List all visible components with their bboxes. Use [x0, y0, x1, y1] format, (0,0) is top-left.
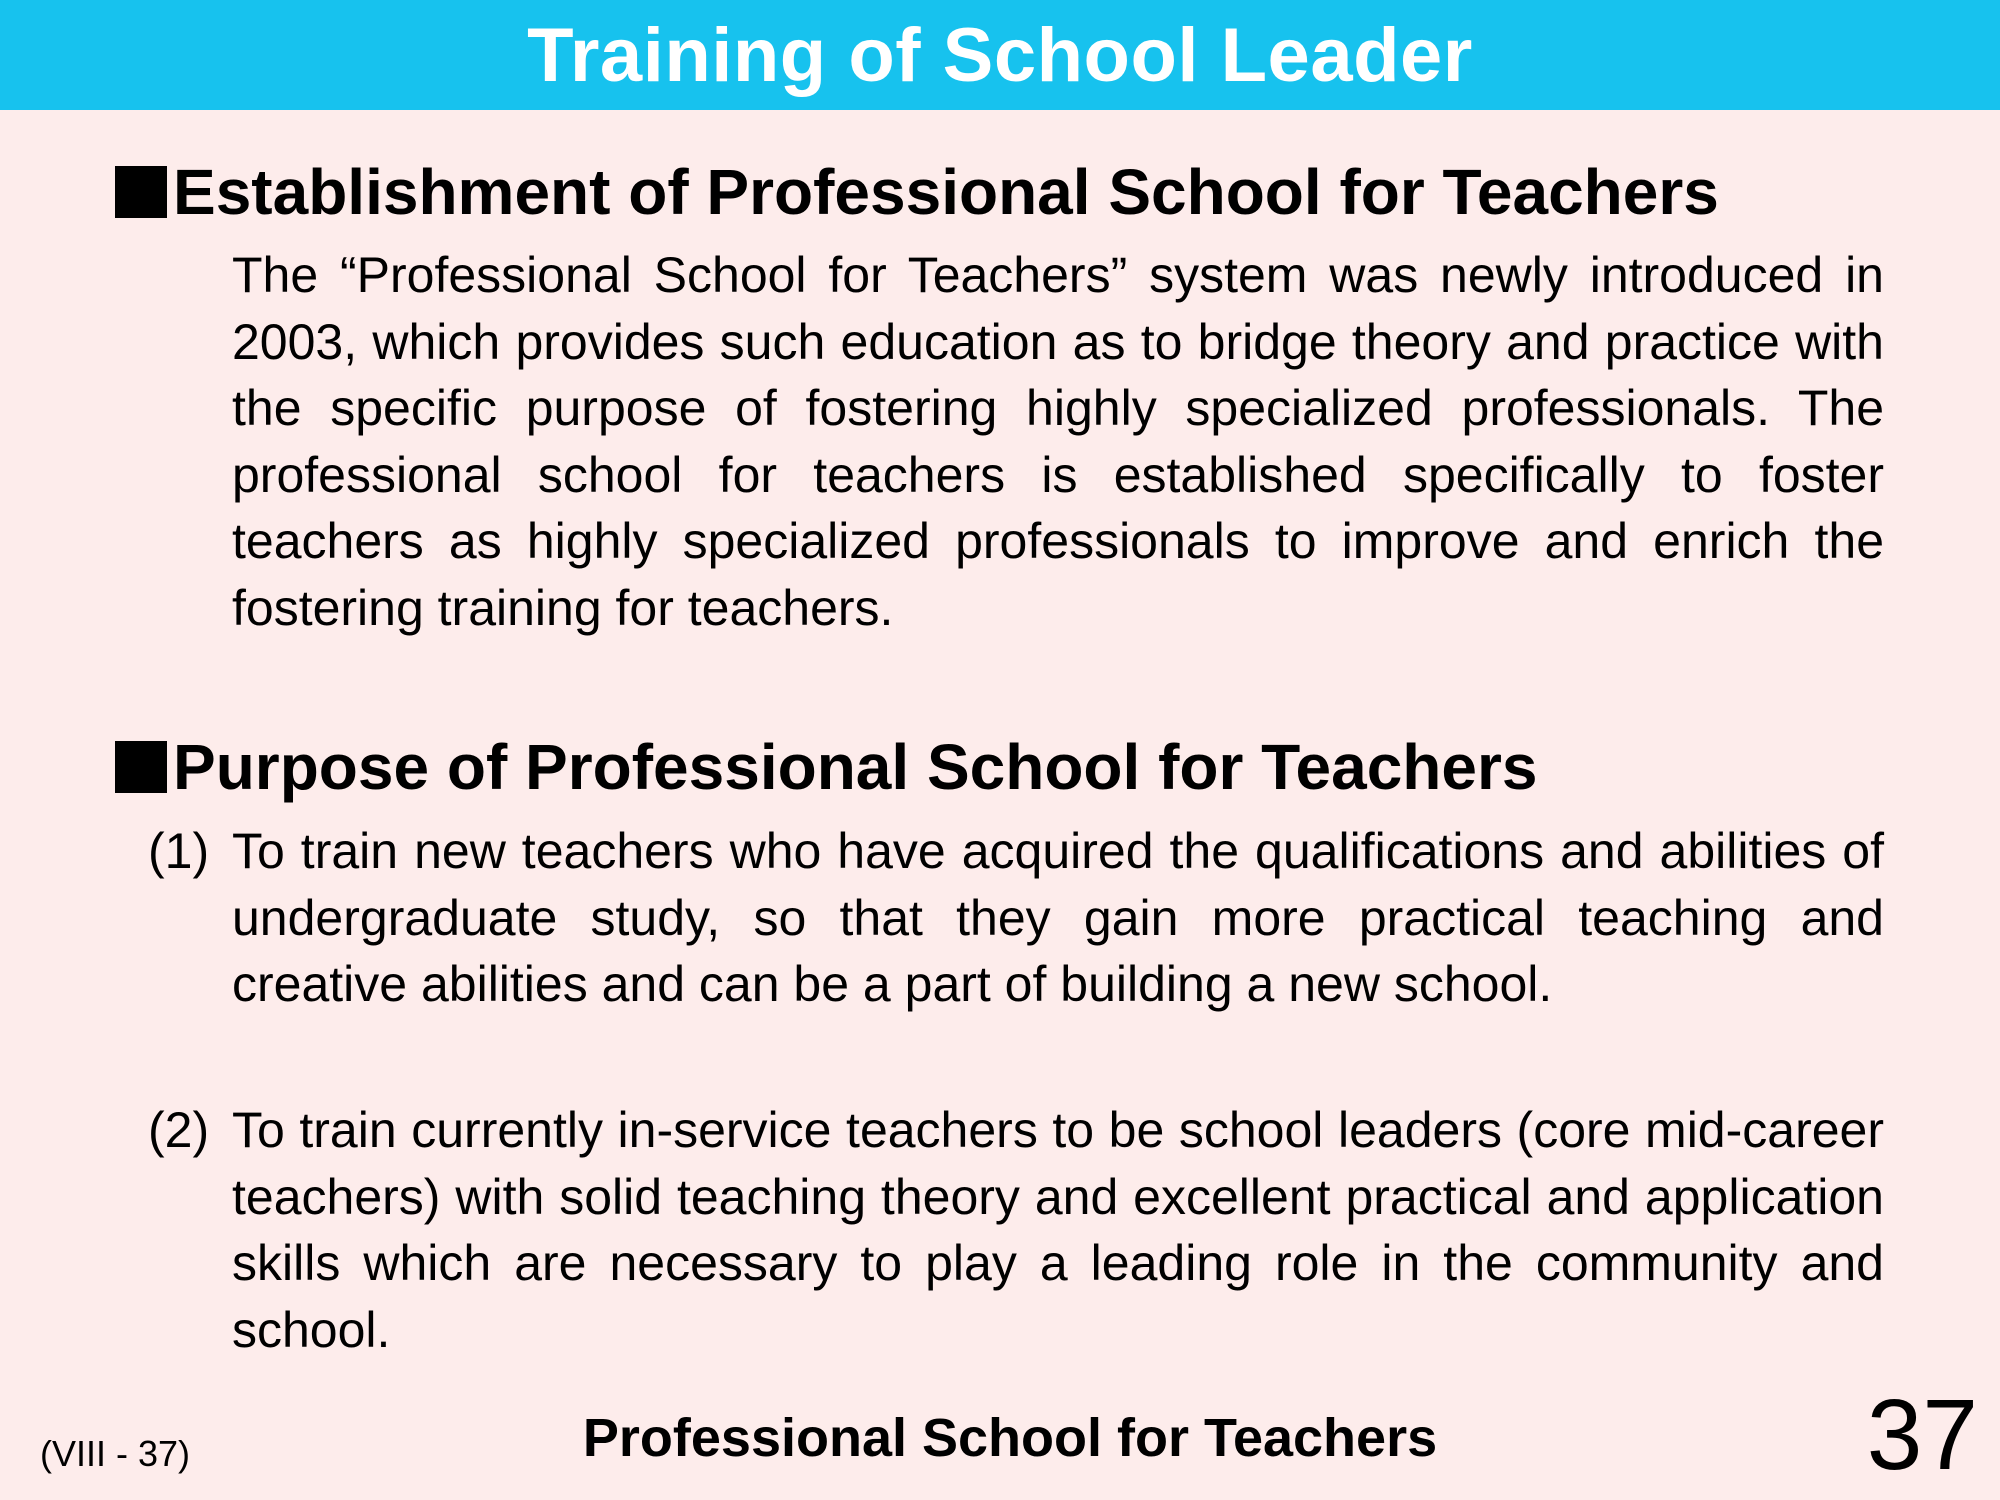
- item-number: (1): [148, 823, 210, 879]
- purpose-item-1: [148, 818, 1884, 1018]
- footer-title: Professional School for Teachers: [582, 1408, 1438, 1468]
- item-text: To train currently in-service teachers to be school leaders (core mid-career teachers) with solid teaching theory and excellent practical and application skills which are necessary to play a leading role in the community and school.: [232, 1102, 1884, 1358]
- page-number: 37: [1866, 1379, 1978, 1491]
- establishment-paragraph: The “Professional School for Teachers” system was newly introduced in 2003, which provides such education as to bridge theory and practice with the specific purpose of fostering highly specialized professionals. The professional school for teachers is established specifically to foster teachers as highly specialized professionals to improve and enrich the fostering training for teachers.: [232, 247, 1884, 636]
- item-text: To train new teachers who have acquired the qualifications and abilities of undergraduate study, so that they gain more practical teaching and creative abilities and can be a part of building a new school.: [232, 823, 1884, 1012]
- square-bullet-icon: [115, 166, 167, 218]
- footer-code: (VIII - 37): [40, 1433, 191, 1474]
- title-bar: [0, 0, 2000, 110]
- section-heading-establishment: [115, 155, 1719, 229]
- page-title: Training of School Leader: [527, 12, 1473, 98]
- item-number: (2): [148, 1102, 210, 1158]
- section-heading-text: Purpose of Professional School for Teachers: [173, 731, 1538, 803]
- section-heading-text: Establishment of Professional School for Teachers: [173, 156, 1719, 228]
- section-heading-purpose: [115, 730, 1537, 804]
- purpose-item-2: [148, 1097, 1884, 1363]
- square-bullet-icon: [115, 741, 167, 793]
